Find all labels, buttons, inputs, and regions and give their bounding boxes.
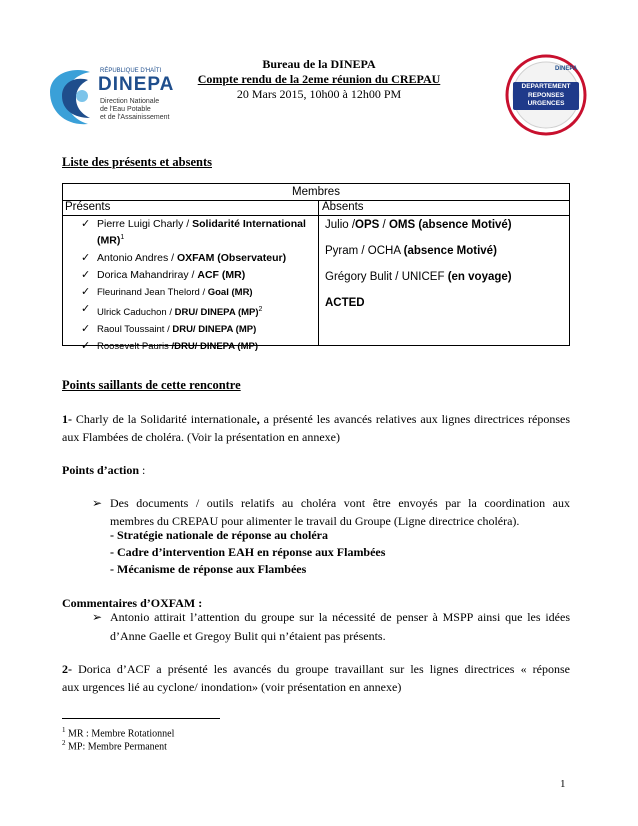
present-name: Antonio Andres / xyxy=(97,251,177,264)
item2-line2: aux urgences lié au cyclone/ inondation» (voir présentation en annexe) xyxy=(62,680,402,694)
item2-line1: Dorica d’ACF a présenté les avancés du groupe travaillant sur les lignes directrices « réponse xyxy=(72,662,570,676)
absent-item xyxy=(325,296,565,310)
present-item xyxy=(81,269,317,282)
present-item xyxy=(81,303,317,319)
logo-name: DINEPA xyxy=(98,74,175,95)
checkmark-icon: ✓ xyxy=(81,218,91,230)
present-name: Roosevelt Pauris xyxy=(97,340,172,352)
doc-subtitle: Compte rendu de la 2eme réunion du CREPAU xyxy=(197,72,441,86)
table-header-members: Membres xyxy=(63,184,569,201)
item1-text-a: Charly de la Solidarité internationale xyxy=(72,412,257,426)
highlight-item-2 xyxy=(62,660,570,696)
oxfam-line1: Antonio attirait l’attention du groupe sur la nécessité de penser à MSPP ainsi que les idées xyxy=(110,610,570,624)
present-org: Goal (MR) xyxy=(207,286,253,298)
urgences-badge xyxy=(505,54,587,136)
absent-item xyxy=(325,244,565,258)
attendance-table xyxy=(62,183,570,352)
absent-text-mid: / xyxy=(379,219,389,231)
arrow-bullet-icon: ➢ xyxy=(92,610,103,624)
oxfam-line2: d’Anne Gaelle et Gregoy Bulit qui n’étaient pas présents. xyxy=(110,629,386,643)
footnote-separator xyxy=(62,718,220,719)
footnote-2: $^2$ MP: Membre Permanent xyxy=(62,739,167,753)
absent-item xyxy=(325,270,565,284)
action-item: - Stratégie nationale de réponse au choléra xyxy=(110,528,328,542)
doc-date: 20 Mars 2015, 10h00 à 12h00 PM xyxy=(236,87,402,101)
present-name: Ulrick Caduchon / xyxy=(97,306,175,318)
arrow-bullet-icon: ➢ xyxy=(92,496,103,510)
absent-item xyxy=(325,218,565,232)
present-org: ACF (MR) xyxy=(197,268,246,281)
present-name: Raoul Toussaint / xyxy=(97,323,173,335)
checkmark-icon: ✓ xyxy=(81,251,91,264)
present-list xyxy=(81,218,317,357)
logo-country: RÉPUBLIQUE D'HAÏTI xyxy=(100,68,162,74)
present-org: DRU/ DINEPA (MP) xyxy=(174,306,259,318)
footnote-ref: 1 xyxy=(120,234,125,241)
attendance-title: Liste des présents et absents xyxy=(62,155,212,169)
action-colon: : xyxy=(139,463,146,477)
logo-subtitle: Direction Nationale de l'Eau Potable et de l'Assainissement xyxy=(100,98,170,121)
table-divider xyxy=(318,200,319,345)
badge-text: DEPARTEMENT REPONSES URGENCES xyxy=(521,83,571,107)
present-org: /DRU/ DINEPA (MP) xyxy=(171,340,259,352)
present-header: Présents xyxy=(65,201,111,213)
action-bullet-line2: membres du CREPAU pour alimenter le travail du Groupe (Ligne directrice choléra). xyxy=(110,514,520,528)
absent-text-pre: Pyram / OCHA xyxy=(325,245,404,257)
table-subheader xyxy=(63,200,569,216)
present-item xyxy=(81,252,317,265)
present-item xyxy=(81,340,317,353)
highlight-item-1 xyxy=(62,410,570,446)
item1-comma: , xyxy=(256,412,260,426)
present-org: Solidarité International (MR) xyxy=(97,218,306,247)
action-points-label xyxy=(62,461,570,479)
absent-text-bold: (en voyage) xyxy=(447,271,512,283)
page-number: 1 xyxy=(560,778,566,790)
present-item xyxy=(81,218,317,248)
absent-text-bold2: OMS (absence Motivé) xyxy=(388,219,512,231)
item1-text-b: a présenté les avancés relatives aux lignes directrices réponses aux Flambées de choléra. (Voir la présentation en annexe) xyxy=(62,412,570,444)
action-label: Points d’action xyxy=(62,463,140,477)
action-item: - Mécanisme de réponse aux Flambées xyxy=(110,562,307,576)
present-name: Fleurinand Jean Thelord / xyxy=(97,286,208,298)
action-bullet-line1: Des documents / outils relatifs au choléra vont être envoyés par la coordination aux xyxy=(110,496,570,510)
action-sublist xyxy=(110,527,385,578)
checkmark-icon: ✓ xyxy=(81,285,91,298)
doc-title: Bureau de la DINEPA xyxy=(262,57,376,71)
absent-text-bold: (absence Motivé) xyxy=(403,245,497,257)
checkmark-icon: ✓ xyxy=(81,339,91,352)
oxfam-label: Commentaires d’OXFAM : xyxy=(62,596,203,610)
present-org: OXFAM (Observateur) xyxy=(176,251,287,264)
checkmark-icon: ✓ xyxy=(81,322,91,335)
present-item xyxy=(81,323,317,336)
item2-number: 2- xyxy=(62,662,72,676)
checkmark-icon: ✓ xyxy=(81,268,91,281)
present-item xyxy=(81,286,317,299)
absent-text-pre: Grégory Bulit / UNICEF xyxy=(325,271,448,283)
absent-text-bold: ACTED xyxy=(325,297,365,309)
present-org: DRU/ DINEPA (MP) xyxy=(172,323,257,335)
footnote-1: $^1$ MR : Membre Rotationnel xyxy=(62,726,175,740)
highlights-title: Points saillants de cette rencontre xyxy=(62,378,241,392)
absent-text-bold: OPS xyxy=(355,219,380,231)
footnote-ref: 2 xyxy=(258,305,263,313)
absent-text-pre: Julio / xyxy=(325,219,356,231)
checkmark-icon: ✓ xyxy=(81,302,91,315)
action-item: - Cadre d’intervention EAH en réponse aux Flambées xyxy=(110,545,386,559)
absent-list xyxy=(325,218,565,322)
present-name: Dorica Mahandriray / xyxy=(97,268,198,281)
present-name: Pierre Luigi Charly / xyxy=(97,218,193,230)
item1-number: 1- xyxy=(62,412,72,426)
badge-brand: DINEPA xyxy=(555,66,578,72)
absent-header: Absents xyxy=(322,201,364,213)
